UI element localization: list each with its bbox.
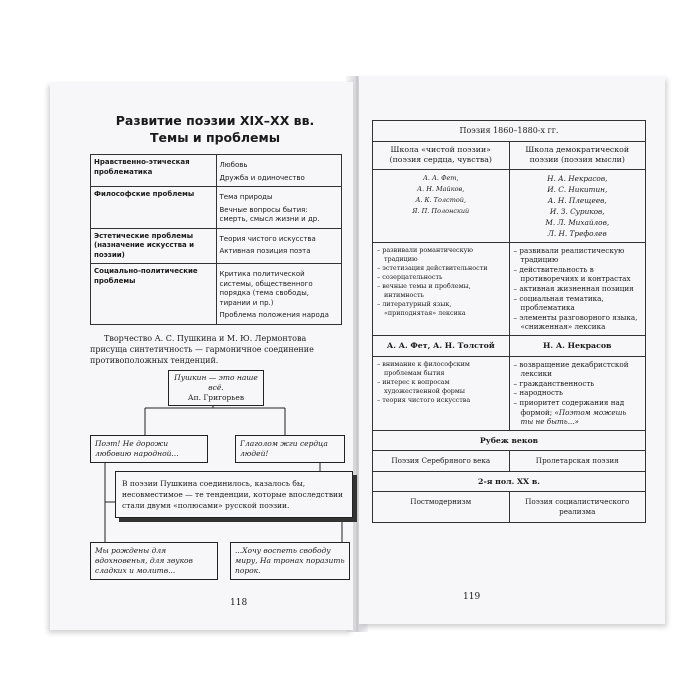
topic-cell: Социально-политические проблемы: [91, 264, 217, 325]
table-row: [373, 121, 646, 142]
items-cell: [216, 187, 342, 229]
list-item: – созерцательность: [377, 273, 505, 282]
items-cell: [216, 228, 342, 264]
list-item: – действительность в противоречиях и контрастах: [514, 265, 642, 284]
school-democratic: Школа демократической поэзии (поэзия мысли): [509, 141, 646, 169]
proletarian-cell: Пролетарская поэзия: [509, 451, 646, 472]
list-item: – развивали реалистическую традицию: [514, 246, 642, 265]
poet-name: А. Н. Плещеев,: [547, 195, 607, 205]
poet-name: А. К. Толстой,: [415, 195, 467, 204]
poet-name: А. А. Фет,: [422, 173, 459, 182]
list-item: – интерес к вопросам художественной формы: [377, 378, 505, 396]
second-half-row: 2-я пол. XX в.: [373, 471, 646, 492]
table-row: [373, 451, 646, 472]
center-text-box: В поэзии Пушкина соединилось, казалось бы, несовместимое — те тенденции, которые впоследствии стали двумя «полюсами» русской поэзии.: [115, 471, 353, 518]
silver-age-cell: Поэзия Серебряного века: [373, 451, 510, 472]
item: Дружба и одиночество: [219, 173, 305, 182]
poet-name: Л. Н. Трефолев: [547, 228, 607, 238]
item: Активная позиция поэта: [219, 247, 311, 255]
table-row: [373, 335, 646, 356]
table-row: [91, 187, 342, 229]
quote-box-left: Поэт! Не дорожи любовию народной...: [90, 435, 208, 463]
poet-name: М. Л. Михайлов,: [545, 217, 610, 227]
topic-cell: Эстетические проблемы (назначение искусства и поэзии): [91, 228, 217, 264]
boundary-row: Рубеж веков: [373, 430, 646, 451]
details-right: [509, 356, 646, 430]
table-row: [373, 141, 646, 169]
socrealism-cell: Поэзия социалистического реализма: [509, 492, 646, 522]
topic-cell: Философские проблемы: [91, 187, 217, 229]
quote-box-right: Глаголом жги сердца людей!: [235, 435, 345, 463]
table-header: Поэзия 1860–1880-х гг.: [373, 121, 646, 142]
table-row: [373, 169, 646, 242]
postmodernism-cell: Постмодернизм: [373, 492, 510, 522]
list-item-quote: «Поэтом можешь ты не быть...»: [520, 407, 627, 427]
table-row: [373, 430, 646, 451]
list-item: – гражданственность: [514, 379, 642, 389]
left-page: [50, 82, 353, 630]
details-left: [373, 356, 510, 430]
quote-author: Ап. Григорьев: [187, 393, 245, 402]
items-cell: [216, 155, 342, 187]
table-row: [373, 356, 646, 430]
poet-name: И. З. Суриков,: [549, 206, 605, 216]
items-cell: [216, 264, 342, 325]
item: Теория чистого искусства: [219, 234, 316, 243]
item: Любовь: [219, 161, 248, 169]
school-pure: Школа «чистой поэзии» (поэзия сердца, чувства): [373, 141, 510, 169]
title-line-1: Развитие поэзии XIX–XX вв.: [115, 113, 315, 128]
page-number: 118: [230, 598, 248, 608]
quote-box-bottom-right: ...Хочу воспеть свободу миру, На тронах поразить порок.: [230, 542, 350, 580]
open-book: [50, 76, 665, 636]
list-item: – народность: [514, 388, 642, 398]
quote-box-main: [168, 370, 264, 406]
list-item: – элементы разговорного языка, «сниженная» лексика: [514, 313, 642, 332]
poets-democratic: [509, 169, 646, 242]
item: Тема природы: [219, 193, 273, 201]
item: Проблема положения народа: [219, 311, 329, 319]
poet-name: А. Н. Майков,: [417, 184, 465, 193]
table-row: [373, 242, 646, 335]
table-row: [91, 155, 342, 187]
intro-paragraph: Творчество А. С. Пушкина и М. Ю. Лермонтова присуща синтетичность — гармоничное соединение противоположных тенденций.: [90, 334, 314, 365]
names-left: А. А. Фет, А. Н. Толстой: [373, 335, 510, 356]
list-item: – внимание к философским проблемам бытия: [377, 360, 505, 378]
list-item-text: приоритет содержания над формой;: [519, 397, 625, 417]
features-democratic: [509, 242, 646, 335]
quote-text: Пушкин — это наше всё.: [174, 373, 258, 392]
themes-table: [90, 154, 342, 325]
list-item: – социальная тематика, проблематика: [514, 294, 642, 313]
topic-cell: Нравственно-этическая проблематика: [91, 155, 217, 187]
right-page: [359, 76, 665, 624]
features-pure: [373, 242, 510, 335]
poet-name: Н. А. Некрасов,: [547, 173, 608, 183]
table-row: [373, 492, 646, 522]
list-item: – активная жизненная позиция: [514, 284, 642, 294]
item: Вечные вопросы бытия: смерть, смысл жизни и др.: [219, 205, 320, 223]
names-right: Н. А. Некрасов: [509, 335, 646, 356]
table-row: [91, 228, 342, 264]
list-item: [514, 398, 642, 427]
list-item: – возвращение декабристской лексики: [514, 360, 642, 379]
poet-name: Я. П. Полонский: [412, 206, 470, 215]
table-row: [373, 471, 646, 492]
table-row: [91, 264, 342, 325]
quote-box-bottom-left: Мы рождены для вдохновенья, для звуков сладких и молитв...: [90, 542, 218, 580]
list-item: – теория чистого искусства: [377, 396, 505, 405]
poet-name: И. С. Никитин,: [547, 184, 608, 194]
list-item: – вечные темы и проблемы, интимность: [377, 282, 505, 300]
list-item: – развивали романтическую традицию: [377, 246, 505, 264]
title-line-2: Темы и проблемы: [149, 130, 281, 145]
page-number: 119: [463, 592, 481, 602]
page-title: [90, 112, 340, 146]
list-item: – эстетизация действительности: [377, 264, 505, 273]
poetry-table: [372, 120, 646, 523]
list-item: – литературный язык, «приподнятая» лексика: [377, 300, 505, 318]
poets-pure: [373, 169, 510, 242]
item: Критика политической системы, общественного порядка (тема свободы, тирании и пр.): [219, 270, 313, 307]
